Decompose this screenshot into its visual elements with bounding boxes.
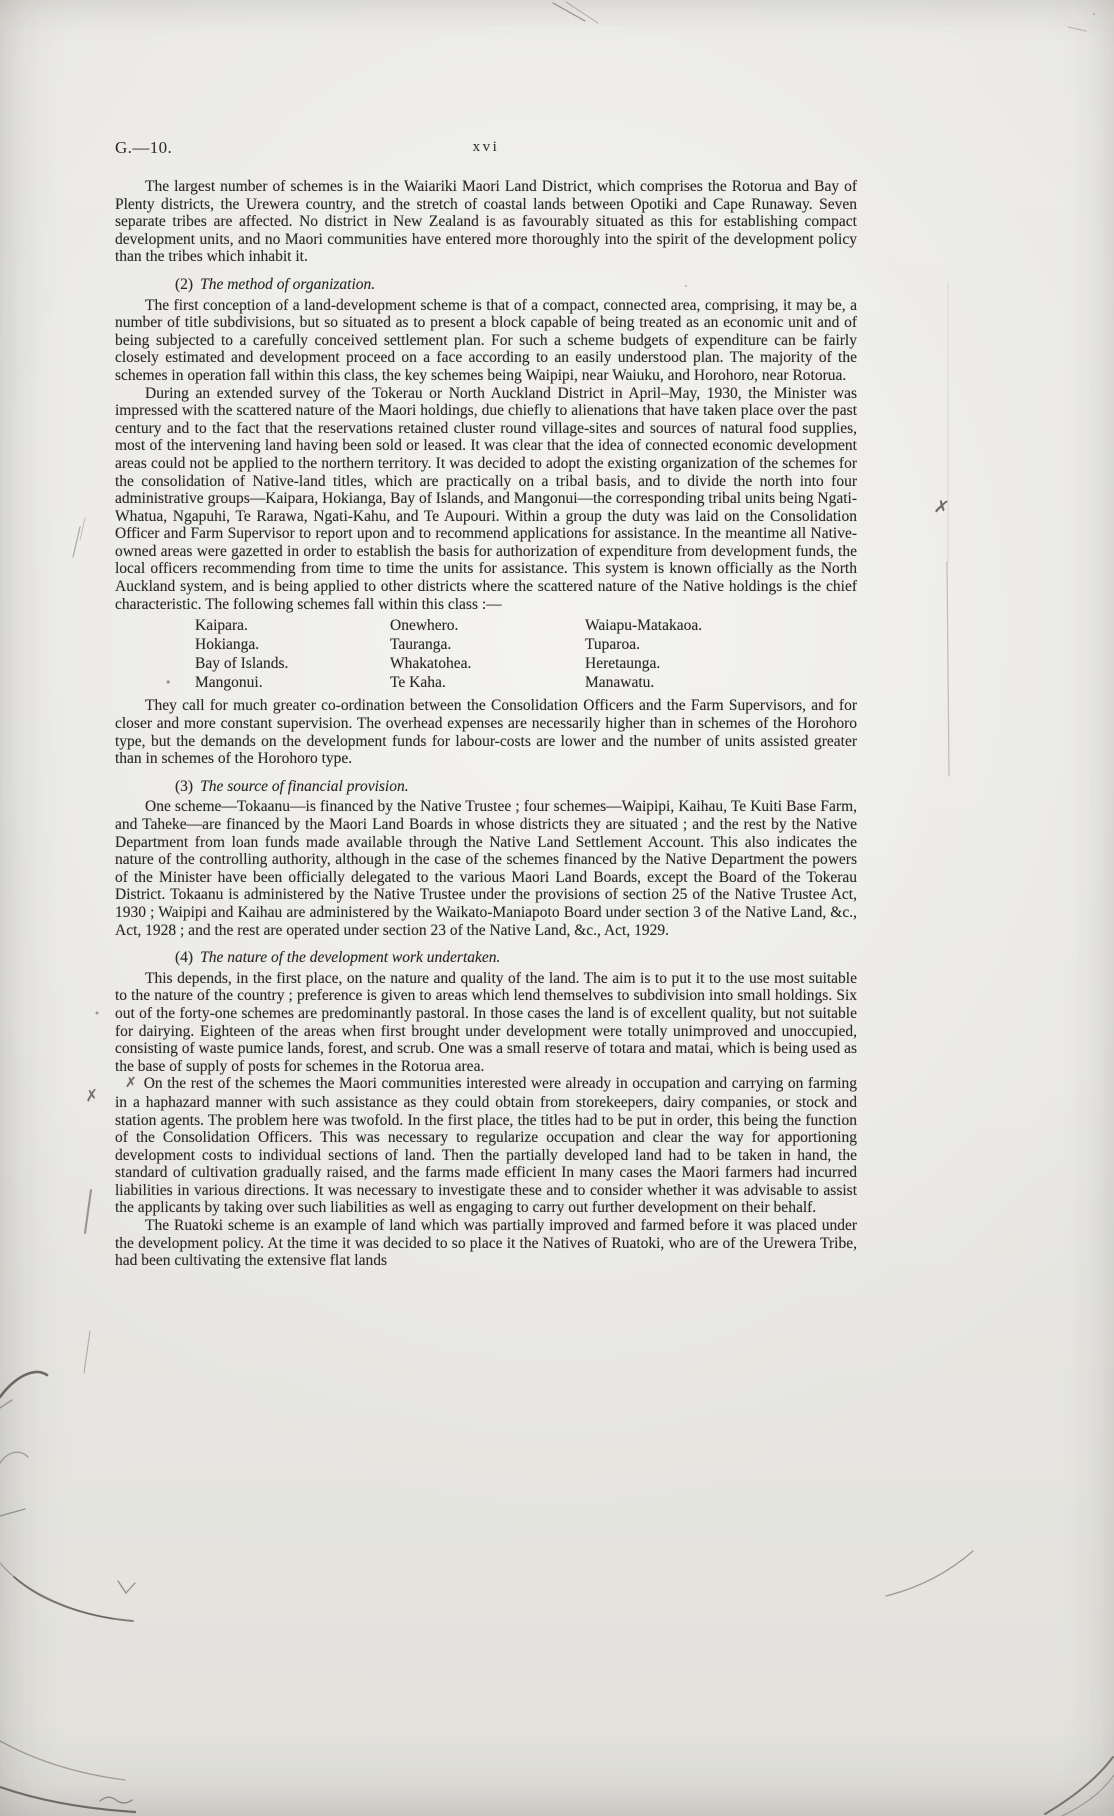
paragraph-coordination: They call for much greater co-ordination between the Consolidation Officers and the Farm Supervisors, and for closer and more constant supervision. The overhead expenses are necessarily higher than in schemes of the Horohoro type, but the demands on the development funds for labour-costs are lower and the number of units assisted greater than in schemes of the Horohoro type.	[115, 697, 857, 768]
paragraph-text: On the rest of the schemes the Maori communities interested were already in occupation and carrying on farming in a haphazard manner with such assistance as they could obtain from storekeepers, dairy companies, or stock and station agents. The problem here was twofold. In the first place, the titles had to be put in order, this being the function of the Consolidation Officers. This was necessary to regularize occupation and clear the way for apportioning development costs to individual sections of land. Then the partially developed land had to be taken in hand, the standard of cultivation gradually raised, and the farms made efficient In many cases the Maori farmers had incurred liabilities in various directions. It was necessary to investigate these and to consider whether it was advisable to assist the applicants by taking over such liabilities as well as engaging to carry out further development on their behalf.	[115, 1075, 857, 1217]
section-title: The source of financial provision.	[200, 777, 409, 795]
schemes-list	[165, 617, 857, 692]
schemes-row	[165, 673, 857, 693]
scheme-name: Bay of Islands.	[195, 654, 289, 672]
document-body	[115, 178, 857, 1270]
section-number: (4)	[175, 949, 194, 967]
paragraph-first-conception: The first conception of a land-development scheme is that of a compact, connected area, comprising, it may be, a number of title subdivisions, but so situated as to present a block capable of being treated as an economic unit and of being subjected to a carefully conceived settlement plan. For such a scheme budgets of expenditure can be fairly closely estimated and development proceed on a face according to an easily understood plan. The majority of the schemes in operation fall within this class, the key schemes being Waipipi, near Waiuku, and Horohoro, near Rotorua.	[115, 296, 857, 384]
section-heading-method-of-organization	[175, 276, 857, 294]
scheme-name: Te Kaha.	[390, 673, 446, 691]
scheme-name: Hokianga.	[195, 636, 260, 654]
scheme-name: Waiapu-Matakaoa.	[585, 617, 703, 635]
section-title: The method of organization.	[200, 275, 376, 293]
paragraph-rest-of-schemes	[115, 1075, 857, 1217]
page-content	[115, 138, 857, 1270]
scheme-name: Whakatohea.	[390, 654, 472, 672]
stray-dot-mark: •	[165, 675, 172, 689]
page-number: xvi	[472, 139, 500, 155]
paragraph-tokerau-survey: During an extended survey of the Tokerau or North Auckland District in April–May, 1930, the Minister was impressed with the scattered nature of the Maori holdings, due chiefly to alienations that have taken place over the past century and to the fact that the reservations retained cluster round village-sites and sources of natural food supplies, most of the intervening land having been sold or leased. It was clear that the idea of connected economic development areas could not be applied to the northern territory. It was decided to adopt the existing organization of the schemes for the consolidation of Native-land titles, which are practically on a tribal basis, and to divide the north into four administrative groups—Kaipara, Hokianga, Bay of Islands, and Mangonui—the corresponding tribal units being Ngati-Whatua, Ngapuhi, Te Rarawa, Ngati-Kahu, and Te Aupouri. Within a group the duty was laid on the Consolidation Officer and Farm Supervisor to report upon and to recommend applications for assistance. In the meantime all Native-owned areas were gazetted in order to establish the basis for authorization of expenditure from development funds, the local officers recommending from time to time the units for assistance. This system is known officially as the North Auckland system, and is being applied to other districts where the scattered nature of the Native holdings is the chief characteristic. The following schemes fall within this class :—	[115, 384, 857, 613]
paragraph-waiariki-district: The largest number of schemes is in the Waiariki Maori Land District, which comprises the Rotorua and Bay of Plenty districts, the Urewera country, and the stretch of coastal lands between Opotiki and Cape Runaway. Seven separate tribes are affected. No district in New Zealand is as favourably situated as this for establishing compact development units, and no Maori communities have entered more thoroughly into the spirit of the development policy than the tribes which inhabit it.	[115, 178, 857, 266]
scheme-name: Kaipara.	[195, 617, 248, 635]
scheme-name: Tauranga.	[390, 636, 452, 654]
scheme-name: Onewhero.	[390, 617, 459, 635]
scheme-name: Tuparoa.	[585, 636, 640, 654]
section-number: (2)	[175, 275, 194, 293]
document-reference: G.—10.	[115, 138, 173, 157]
schemes-row	[195, 636, 857, 655]
schemes-row	[195, 617, 857, 636]
pencil-cross-inline-mark: ✗	[125, 1075, 137, 1092]
pencil-cross-left-margin-mark: ✗	[84, 1085, 100, 1106]
paragraph-land-quality: This depends, in the first place, on the nature and quality of the land. The aim is to put it to the use most suitable to the nature of the country ; preference is given to areas which lend themselves to subdivision into small holdings. Six out of the forty-one schemes are predominantly pastoral. In those cases the land is of excellent quality, but not suitable for dairying. Eighteen of the areas when first brought under development were totally unimproved and unoccupied, consisting of waste pumice lands, forest, and scrub. One was a small reserve of totara and matai, which is being used as the base of supply of posts for schemes in the Rotorua area.	[115, 969, 857, 1075]
page-header	[115, 138, 857, 164]
section-heading-development-work	[175, 949, 857, 967]
section-heading-financial-provision	[175, 778, 857, 796]
section-number: (3)	[175, 777, 194, 795]
schemes-row	[195, 655, 857, 674]
section-title: The nature of the development work undertaken.	[200, 949, 501, 967]
scheme-name: Manawatu.	[585, 673, 655, 691]
scheme-name: Heretaunga.	[585, 654, 661, 672]
paragraph-financing: One scheme—Tokaanu—is financed by the Native Trustee ; four schemes—Waipipi, Kaihau, Te Kuiti Base Farm, and Taheke—are financed by the Maori Land Boards in whose districts they are situated ; and the rest by the Native Department from loan funds made available through the Native Land Settlement Account. This also indicates the nature of the controlling authority, although in the case of the schemes financed by the Native Department the powers of the Minister have been officially delegated to the various Maori Land Boards, except the Board of the Tokerau District. Tokaanu is administered by the Native Trustee under the provisions of section 25 of the Native Trustee Act, 1930 ; Waipipi and Kaihau are administered by the Waikato-Maniapoto Board under section 3 of the Native Land, &c., Act, 1928 ; and the rest are operated under section 23 of the Native Land, &c., Act, 1929.	[115, 798, 857, 939]
paragraph-ruatoki-scheme: The Ruatoki scheme is an example of land which was partially improved and farmed before it was placed under the development policy. At the time it was decided to so place it the Natives of Ruatoki, who are of the Urewera Tribe, had been cultivating the extensive flat lands	[115, 1217, 857, 1270]
pencil-cross-right-margin-mark: ✗	[932, 495, 951, 520]
scheme-name: Mangonui.	[195, 673, 263, 691]
